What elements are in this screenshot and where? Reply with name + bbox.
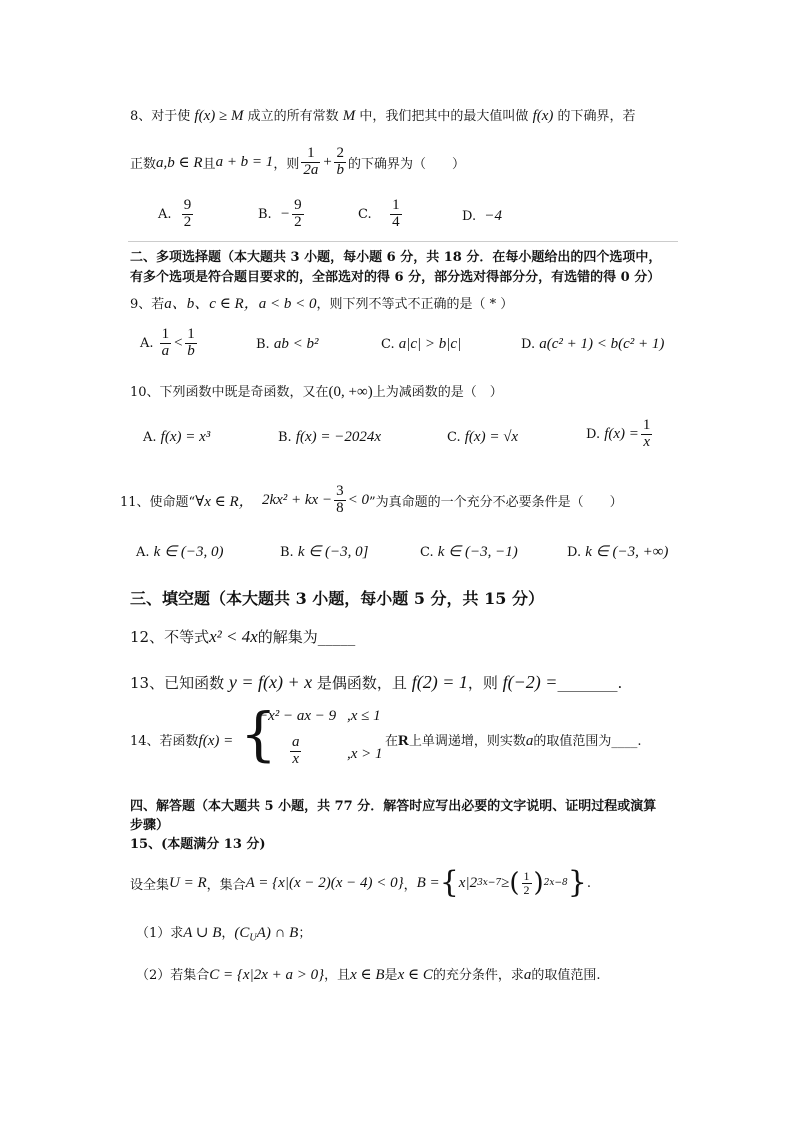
- q15-part-1: （1）求A ∪ B，$(C_UA)$ ∩ B；: [136, 925, 312, 944]
- section-2-title-2: 有多个选项是符合题目要求的，全部选对的得 6 分，部分选对得部分分，有选错的得 0 分）: [130, 270, 661, 285]
- q10-option-b[interactable]: B. f(x) = −2024x: [278, 429, 382, 445]
- q8-fraction-2: $\frac{2}{b}$: [336, 145, 344, 178]
- q10-option-c[interactable]: C. f(x) = √x: [447, 429, 519, 445]
- q14-cond-1: ,x ≤ 1: [347, 708, 381, 724]
- q14-brace: {: [240, 700, 277, 768]
- section-4-title-2: 步骤）: [130, 818, 170, 833]
- q10-stem: 10、下列函数中既是奇函数，又在(0, +∞)上为减函数的是（ ）: [130, 384, 503, 400]
- q8-plus: +: [322, 153, 333, 170]
- q8-text-c: 中，我们把其中的最大值叫做: [359, 109, 529, 124]
- section-3-title: 三、填空题（本大题共 3 小题，每小题 5 分，共 15 分）: [130, 589, 544, 608]
- q8-text-b: 成立的所有常数: [247, 109, 339, 124]
- q8-text-e: 正数: [130, 156, 157, 172]
- q15-part-2: （2）若集合C = {x|2x + a > 0}，且x ∈ B是x ∈ C的充分条件，求a的取值范围.: [136, 967, 601, 983]
- q8-math-3: f(x): [532, 108, 554, 124]
- q8-math-1: f(x) ≥ M: [194, 108, 244, 124]
- q14-case-1: −x² − ax − 9: [258, 708, 337, 724]
- q11-option-d[interactable]: D. k ∈ (−3, +∞): [567, 544, 669, 560]
- q11-option-a[interactable]: A. k ∈ (−3, 0): [136, 544, 224, 560]
- q8-text-g: ，则: [273, 156, 300, 172]
- q9-stem: 9、若a、b、c ∈ R，a < b < 0，则下列不等式不正确的是（ * ）: [130, 296, 514, 312]
- section-divider: [128, 241, 678, 242]
- q8-text-f: 且: [202, 156, 216, 172]
- q10-option-a[interactable]: A. f(x) = x³: [143, 429, 211, 445]
- q15-header: 15、(本题满分 13 分): [130, 837, 266, 852]
- q8-math-2: M: [342, 108, 356, 124]
- q14-case-2: $\frac{a}{x}$: [292, 734, 300, 767]
- q9-option-a[interactable]: A. $\frac{1}{a}$ < $\frac{1}{b}$: [140, 326, 195, 359]
- q8-option-d[interactable]: D. −4: [462, 208, 502, 224]
- q8-option-a[interactable]: A. $\frac{9}{2}$: [158, 197, 192, 230]
- q8-option-c[interactable]: C. $\frac{1}{4}$: [358, 197, 400, 230]
- q11-stem: 11、使命题“ ∀x ∈ R， 2kx² + kx − $\frac{3}{8}$ < 0 ”为真命题的一个充分不必要条件是（ ）: [120, 483, 623, 516]
- q8-line2: [130, 146, 465, 179]
- section-2-title: 二、多项选择题（本大题共 3 小题，每小题 6 分，共 18 分．在每小题给出的四个选项中，: [130, 250, 662, 265]
- q9-option-d[interactable]: D. a(c² + 1) < b(c² + 1): [521, 336, 665, 352]
- q10-option-d[interactable]: D. f(x) = $\frac{1}{x}$: [586, 417, 651, 450]
- q11-option-c[interactable]: C. k ∈ (−3, −1): [420, 544, 518, 560]
- section-4-title: 四、解答题（本大题共 5 小题，共 77 分．解答时应写出必要的文字说明、证明过程或演算: [130, 799, 657, 814]
- q8-fraction-1: $\frac{1}{2a}$: [303, 145, 319, 178]
- q13-stem: 13、已知函数 y = f(x) + x 是偶函数，且 f(2) = 1，则 f(−2) =________.: [130, 672, 623, 692]
- q8-option-b[interactable]: B. − $\frac{9}{2}$: [258, 197, 302, 230]
- q14-stem-lead: 14、若函数f(x) =: [130, 733, 234, 749]
- q9-option-c[interactable]: C. a|c| > b|c|: [381, 336, 462, 352]
- q9-option-b[interactable]: B. ab < b²: [256, 336, 319, 352]
- q12-stem: 12、不等式x² < 4x的解集为_____: [130, 627, 356, 646]
- q8-math-4: a,b ∈ R: [156, 154, 203, 171]
- q11-option-b[interactable]: B. k ∈ (−3, 0]: [280, 544, 369, 560]
- q14-cond-2: ,x > 1: [347, 746, 383, 762]
- q8-line1: [130, 105, 636, 125]
- q8-text-a: 8、对于使: [130, 109, 191, 124]
- q15-stem: 设全集 U = R ，集合 A = {x|(x − 2)(x − 4) < 0} ， B = { x|2 3x−7 ≥ ( $\frac{1}{2}$ ) 2x−8 } .: [130, 865, 591, 900]
- q8-text-h: 的下确界为（ ）: [347, 156, 465, 172]
- q14-stem-tail: 在R上单调递增，则实数a的取值范围为____.: [385, 733, 642, 749]
- q8-math-5: a + b = 1: [215, 153, 274, 170]
- q8-text-d: 的下确界，若: [557, 109, 636, 124]
